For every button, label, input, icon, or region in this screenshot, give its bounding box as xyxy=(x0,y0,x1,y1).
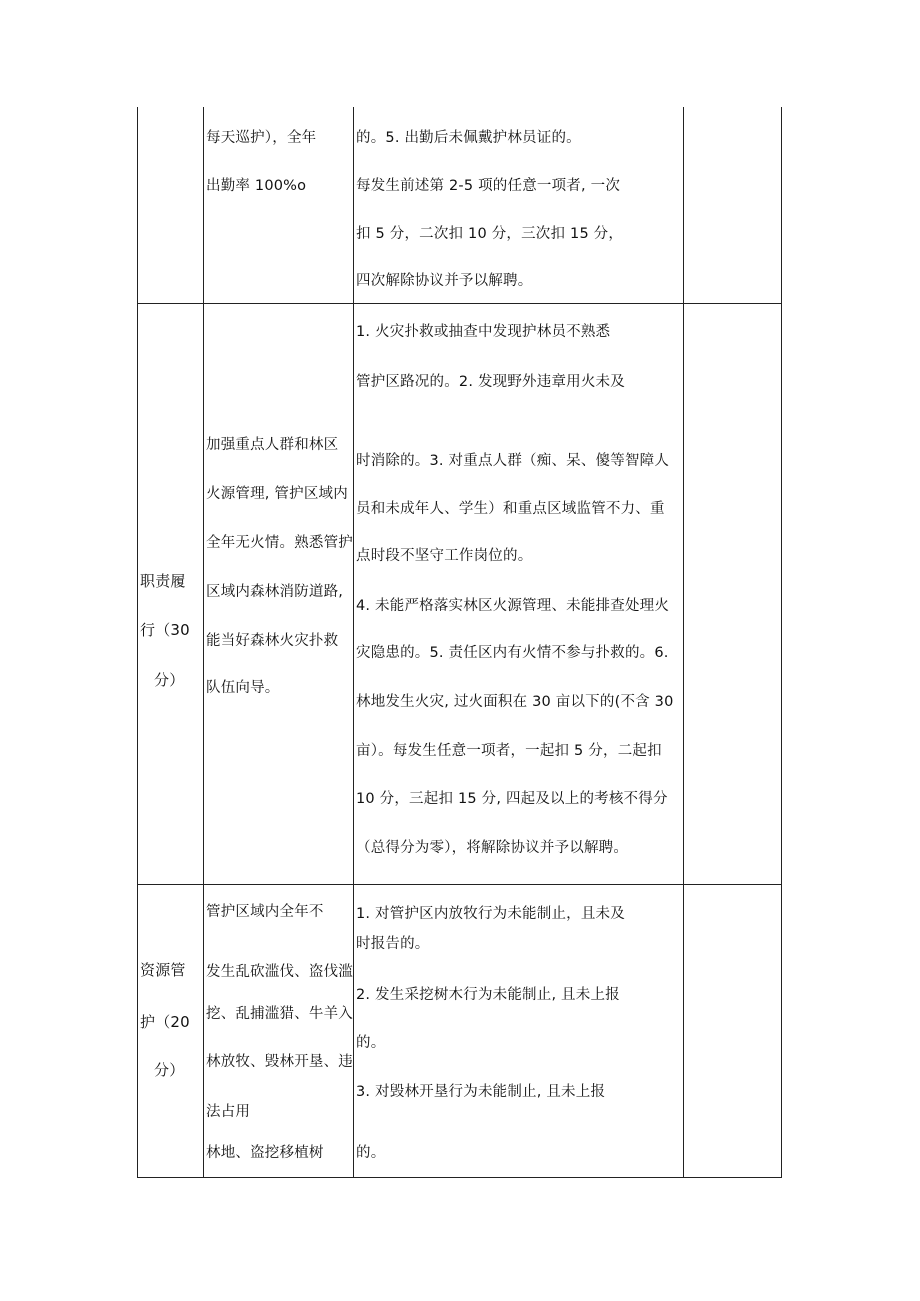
criteria-line: 的。 xyxy=(356,1145,386,1161)
requirement-line: 区域内森林消防道路, xyxy=(206,584,344,600)
table-border-right xyxy=(781,107,782,1178)
criteria-line: 4. 未能严格落实林区火源管理、未能排查处理火 xyxy=(356,598,670,614)
requirement-line: 出勤率 100%o xyxy=(206,178,307,194)
criteria-line: 点时段不坚守工作岗位的。 xyxy=(356,548,533,564)
category-label: 分） xyxy=(154,1061,185,1079)
row-divider-2 xyxy=(137,884,782,885)
requirement-line: 林放牧、毁林开垦、违 xyxy=(206,1054,353,1070)
category-label: 行（30 xyxy=(140,621,190,639)
criteria-line: 10 分，三起扣 15 分, 四起及以上的考核不得分 xyxy=(356,791,668,807)
requirement-line: 法占用 xyxy=(206,1104,251,1120)
requirement-line: 加强重点人群和林区 xyxy=(206,437,339,453)
criteria-line: 1. 火灾扑救或抽查中发现护林员不熟悉 xyxy=(356,324,611,340)
criteria-line: 的。 xyxy=(356,1035,386,1051)
criteria-line: 员和未成年人、学生）和重点区域监管不力、重 xyxy=(356,501,665,517)
requirement-line: 火源管理, 管护区域内 xyxy=(206,486,348,502)
criteria-line: 时报告的。 xyxy=(356,936,430,952)
requirement-line: 挖、乱捕滥猎、牛羊入 xyxy=(206,1006,353,1022)
criteria-line: （总得分为零），将解除协议并予以解聘。 xyxy=(356,840,629,856)
criteria-line: 灾隐患的。5. 责任区内有火情不参与扑救的。6. xyxy=(356,645,669,661)
criteria-line: 时消除的。3. 对重点人群（痴、呆、傻等智障人 xyxy=(356,453,670,469)
column-divider-3 xyxy=(683,107,684,1178)
criteria-line: 四次解除协议并予以解聘。 xyxy=(356,273,533,289)
requirement-line: 发生乱砍滥伐、盗伐滥 xyxy=(206,964,353,980)
criteria-line: 每发生前述第 2-5 项的任意一项者, 一次 xyxy=(356,178,621,194)
row-divider-1 xyxy=(137,303,782,304)
criteria-line: 管护区路况的。2. 发现野外违章用火未及 xyxy=(356,374,625,390)
criteria-line: 的。5. 出勤后未佩戴护林员证的。 xyxy=(356,130,581,146)
criteria-line: 1. 对管护区内放牧行为未能制止，且未及 xyxy=(356,906,625,922)
requirement-line: 全年无火情。熟悉管护 xyxy=(206,535,353,551)
requirement-line: 队伍向导。 xyxy=(206,680,280,696)
column-divider-1 xyxy=(203,107,204,1178)
category-label: 护（20 xyxy=(140,1013,190,1031)
table-border-bottom xyxy=(137,1177,782,1178)
category-label: 职责履 xyxy=(140,572,186,590)
requirement-line: 能当好森林火灾扑救 xyxy=(206,633,339,649)
criteria-line: 林地发生火灾, 过火面积在 30 亩以下的(不含 30 xyxy=(356,694,674,710)
table-border-left-top xyxy=(137,107,138,303)
table-border-left xyxy=(137,303,138,1178)
column-divider-2 xyxy=(353,107,354,1178)
category-label: 资源管 xyxy=(140,961,186,979)
category-label: 分） xyxy=(154,671,185,689)
requirement-line: 管护区域内全年不 xyxy=(206,904,324,920)
criteria-line: 2. 发生采挖树木行为未能制止, 且未上报 xyxy=(356,987,620,1003)
requirement-line: 每天巡护），全年 xyxy=(206,130,317,146)
criteria-line: 扣 5 分，二次扣 10 分，三次扣 15 分， xyxy=(356,226,624,242)
requirement-line: 林地、盗挖移植树 xyxy=(206,1145,324,1161)
criteria-line: 亩）。每发生任意一项者，一起扣 5 分，二起扣 xyxy=(356,743,662,759)
criteria-line: 3. 对毁林开垦行为未能制止, 且未上报 xyxy=(356,1084,606,1100)
